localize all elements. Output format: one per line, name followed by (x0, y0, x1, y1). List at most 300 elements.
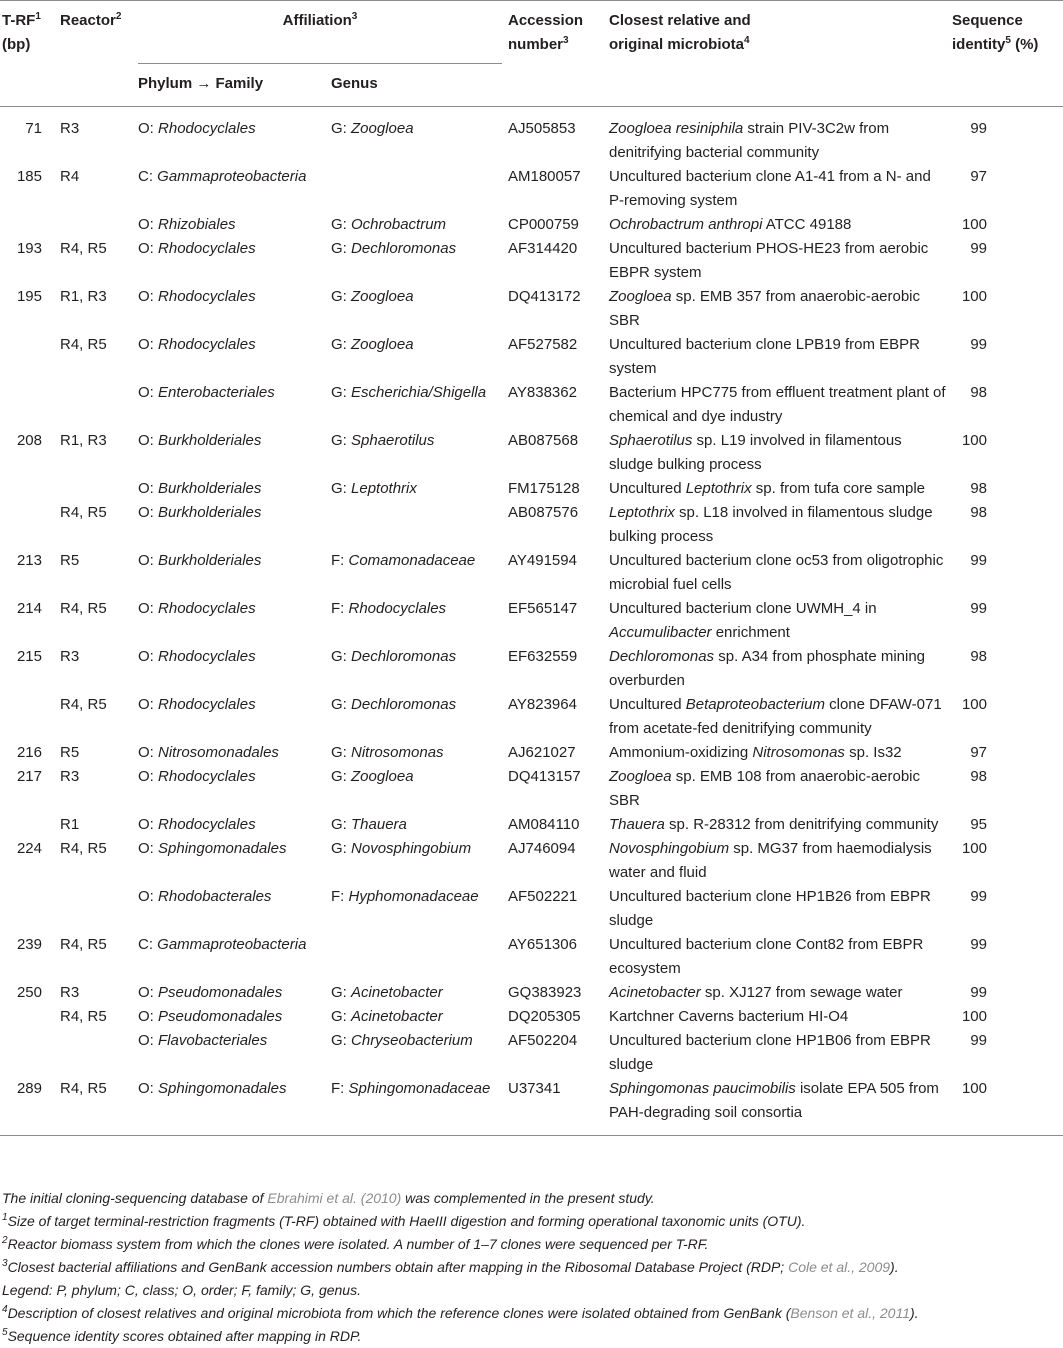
footnote-legend: Legend: P, phylum; C, class; O, order; F, family; G, genus. (2, 1282, 361, 1298)
cell-reactor (60, 381, 138, 429)
relative-text: Sphaerotilus (609, 432, 693, 449)
cell-genus (331, 1005, 508, 1029)
rank-prefix: O: (138, 840, 159, 857)
cell-trf (0, 1029, 60, 1077)
cell-closest-relative (609, 645, 952, 693)
header-closest-relative: Closest relative and original microbiota$^4$ (609, 1, 952, 107)
rank-prefix: O: (138, 432, 159, 449)
taxon-name: Acinetobacter (351, 1008, 443, 1025)
table-row (0, 933, 1063, 981)
cell-genus (331, 1077, 508, 1136)
relative-text: sp. Is32 (844, 744, 902, 761)
cell-trf (0, 885, 60, 933)
taxon-name: Rhizobiales (158, 216, 236, 233)
taxon-name: Sphingomonadales (158, 840, 287, 857)
cell-accession: GQ383923 (508, 984, 582, 1001)
cell-accession: AY491594 (508, 552, 577, 569)
cell-closest-relative (609, 213, 952, 237)
table-row (0, 165, 1063, 213)
cell-genus (331, 429, 508, 477)
relative-text: Betaproteobacterium (685, 696, 825, 713)
cell-phylum-family (138, 1077, 331, 1136)
rank-prefix: F: (331, 600, 349, 617)
relative-text: sp. L19 involved in filamentous sludge bulking process (609, 432, 902, 473)
cell-reactor: R1, R3 (60, 432, 107, 449)
cell-closest-relative (609, 381, 952, 429)
cell-reactor: R1 (60, 816, 80, 833)
rank-prefix: O: (138, 480, 159, 497)
table-row (0, 1029, 1063, 1077)
cell-closest-relative (609, 285, 952, 333)
taxon-name: Comamonadaceae (348, 552, 476, 569)
cell-phylum-family (138, 933, 331, 981)
cell-accession: AM084110 (508, 816, 580, 833)
cell-phylum-family (138, 237, 331, 285)
relative-text: Uncultured (609, 480, 686, 497)
rank-prefix: F: (331, 552, 349, 569)
cell-reactor: R4 (60, 168, 80, 185)
cell-reactor: R4, R5 (60, 936, 107, 953)
cell-phylum-family (138, 813, 331, 837)
cell-closest-relative (609, 549, 952, 597)
rank-prefix: G: (331, 984, 352, 1001)
relative-text: enrichment (711, 624, 790, 641)
cell-sequence-identity: 98 (970, 504, 987, 521)
citation-link[interactable]: Cole et al., 2009 (788, 1259, 891, 1275)
cell-sequence-identity: 100 (961, 216, 987, 233)
cell-trf: 193 (16, 240, 42, 257)
rank-prefix: G: (331, 336, 352, 353)
cell-phylum-family (138, 381, 331, 429)
cell-closest-relative (609, 429, 952, 477)
taxon-name: Rhodobacterales (158, 888, 272, 905)
taxon-name: Pseudomonadales (158, 1008, 283, 1025)
citation-link[interactable]: Benson et al., 2011 (790, 1305, 910, 1321)
cell-accession: AM180057 (508, 168, 581, 185)
rank-prefix: O: (138, 552, 159, 569)
cell-reactor (60, 885, 138, 933)
taxon-name: Zoogloea (351, 288, 414, 305)
cell-trf (0, 693, 60, 741)
rank-prefix: O: (138, 120, 159, 137)
taxon-name: Rhodocyclales (158, 336, 256, 353)
header-genus: Genus (331, 64, 508, 107)
relative-text: Leptothrix (609, 504, 675, 521)
cell-genus (331, 381, 508, 429)
rank-prefix: G: (331, 696, 352, 713)
table-header (0, 1, 1063, 107)
relative-text: Accumulibacter (609, 624, 712, 641)
taxon-name: Gammaproteobacteria (157, 936, 307, 953)
cell-closest-relative (609, 837, 952, 885)
taxon-name: Rhodocyclales (158, 600, 256, 617)
rank-prefix: G: (331, 840, 352, 857)
cell-closest-relative (609, 741, 952, 765)
cell-reactor (60, 1029, 138, 1077)
taxon-name: Rhodocyclales (158, 696, 256, 713)
rank-prefix: O: (138, 600, 159, 617)
cell-phylum-family (138, 501, 331, 549)
table-row (0, 477, 1063, 501)
relative-text: Kartchner Caverns bacterium HI-O4 (609, 1008, 849, 1025)
cell-accession: AB087576 (508, 504, 579, 521)
rank-prefix: G: (331, 240, 352, 257)
taxon-name: Enterobacteriales (158, 384, 275, 401)
cell-reactor: R5 (60, 552, 80, 569)
cell-accession: AJ746094 (508, 840, 576, 857)
relative-text: sp. A34 from phosphate mining overburden (609, 648, 926, 689)
relative-text: sp. R-28312 from denitrifying community (664, 816, 939, 833)
table-row (0, 333, 1063, 381)
rank-prefix: O: (138, 288, 159, 305)
taxon-name: Dechloromonas (351, 696, 457, 713)
header-trf: $T-RF^1$ (bp) (0, 1, 60, 107)
taxon-name: Nitrosomonadales (158, 744, 279, 761)
relative-text: Acinetobacter (609, 984, 701, 1001)
cell-closest-relative (609, 1077, 952, 1136)
rank-prefix: O: (138, 816, 159, 833)
cell-sequence-identity: 100 (961, 288, 987, 305)
cell-closest-relative (609, 813, 952, 837)
relative-text: Bacterium HPC775 from effluent treatment plant of chemical and dye industry (609, 384, 946, 425)
rank-prefix: O: (138, 696, 159, 713)
rank-prefix: G: (331, 216, 352, 233)
cell-trf: 195 (16, 288, 42, 305)
rank-prefix: G: (331, 1032, 352, 1049)
header-affiliation: Affiliation$^3$ (138, 1, 508, 65)
table-body (0, 107, 1063, 1136)
cell-phylum-family (138, 645, 331, 693)
cell-accession: AF527582 (508, 336, 578, 353)
footnote-intro: The initial cloning-sequencing database of Ebrahimi et al. (2010) was complemented in the present study. (2, 1190, 655, 1206)
cell-trf: 71 (25, 120, 42, 137)
cell-closest-relative (609, 165, 952, 213)
table-row (0, 741, 1063, 765)
rank-prefix: O: (138, 504, 159, 521)
taxon-name: Rhodocyclales (158, 120, 256, 137)
taxon-name: Dechloromonas (351, 648, 457, 665)
header-reactor: Reactor$^2$ (60, 1, 138, 107)
taxon-name: Sphaerotilus (351, 432, 435, 449)
cell-trf: 217 (16, 768, 42, 785)
cell-phylum-family (138, 1029, 331, 1077)
relative-text: Uncultured bacterium clone Cont82 from EBPR ecosystem (609, 936, 924, 977)
cell-accession: DQ413157 (508, 768, 581, 785)
cell-genus (331, 333, 508, 381)
cell-phylum-family (138, 597, 331, 645)
cell-genus (331, 501, 508, 549)
cell-accession: AF314420 (508, 240, 578, 257)
taxon-name: Rhodocyclales (158, 768, 256, 785)
taxon-name: Zoogloea (351, 336, 414, 353)
rank-prefix: G: (331, 384, 352, 401)
cell-sequence-identity: 100 (961, 432, 987, 449)
relative-text: Sphingomonas paucimobilis (609, 1080, 796, 1097)
cell-closest-relative (609, 765, 952, 813)
taxon-name: Sphingomonadales (158, 1080, 287, 1097)
taxon-name: Sphingomonadaceae (348, 1080, 491, 1097)
cell-sequence-identity: 99 (970, 240, 987, 257)
rank-prefix: O: (138, 240, 159, 257)
taxon-name: Leptothrix (351, 480, 417, 497)
rank-prefix: G: (331, 744, 352, 761)
relative-text: sp. EMB 108 from anaerobic-aerobic SBR (609, 768, 921, 809)
cell-phylum-family (138, 885, 331, 933)
table-row (0, 1005, 1063, 1029)
rank-prefix: O: (138, 1008, 159, 1025)
relative-text: ATCC 49188 (762, 216, 852, 233)
cell-genus (331, 597, 508, 645)
cell-genus (331, 741, 508, 765)
footnote-5: $^5$Sequence identity scores obtained after mapping in RDP. (2, 1327, 362, 1344)
rank-prefix: G: (331, 768, 352, 785)
cell-closest-relative (609, 981, 952, 1005)
cell-genus (331, 813, 508, 837)
cell-sequence-identity: 100 (952, 1077, 1063, 1136)
cell-trf (0, 333, 60, 381)
rank-prefix: G: (331, 432, 352, 449)
cell-genus (331, 981, 508, 1005)
cell-phylum-family (138, 837, 331, 885)
cell-accession: AF502204 (508, 1032, 578, 1049)
taxon-name: Rhodocyclales (158, 648, 256, 665)
taxon-name: Rhodocyclales (158, 240, 256, 257)
cell-reactor: R3 (60, 984, 80, 1001)
relative-text: sp. L18 involved in filamentous sludge bulking process (609, 504, 933, 545)
cell-trf: 250 (16, 984, 42, 1001)
cell-accession: AJ621027 (508, 744, 576, 761)
footnote-2: $^2$Reactor biomass system from which the clones were isolated. A number of 1–7 clones were sequenced per T-RF. (2, 1235, 709, 1252)
cell-sequence-identity: 99 (970, 120, 987, 137)
rank-prefix: C: (138, 168, 158, 185)
cell-closest-relative (609, 1005, 952, 1029)
relative-text: Zoogloea (609, 768, 672, 785)
cell-genus (331, 645, 508, 693)
relative-text: sp. from tufa core sample (751, 480, 925, 497)
cell-closest-relative (609, 333, 952, 381)
cell-phylum-family (138, 333, 331, 381)
relative-text: isolate EPA 505 from PAH-degrading soil consortia (609, 1080, 939, 1121)
cell-trf (0, 501, 60, 549)
cell-sequence-identity: 97 (970, 744, 987, 761)
rank-prefix: F: (331, 888, 349, 905)
cell-reactor: R1, R3 (60, 288, 107, 305)
rank-prefix: G: (331, 480, 352, 497)
cell-phylum-family (138, 285, 331, 333)
cell-closest-relative (609, 501, 952, 549)
cell-trf (0, 381, 60, 429)
header-phylum-family: Phylum → Family (138, 64, 331, 107)
table-row (0, 381, 1063, 429)
cell-genus (331, 237, 508, 285)
relative-text: Zoogloea resiniphila (609, 120, 744, 137)
cell-trf: 214 (16, 600, 42, 617)
table-row (0, 837, 1063, 885)
cell-genus (331, 933, 508, 981)
cell-accession: DQ413172 (508, 288, 581, 305)
footnote-4: $^4$Description of closest relatives and original microbiota from which the reference clones were isolated obtained from GenBank (Benson et al., 2011). (2, 1304, 919, 1321)
relative-text: Uncultured bacterium clone A1-41 from a N- and P-removing system (609, 168, 931, 209)
cell-reactor: R4, R5 (60, 336, 107, 353)
relative-text: Uncultured bacterium clone HP1B06 from EBPR sludge (609, 1032, 931, 1073)
relative-text: Leptothrix (685, 480, 752, 497)
cell-sequence-identity: 99 (970, 1032, 987, 1049)
cell-closest-relative (609, 1029, 952, 1077)
relative-text: Uncultured (609, 696, 686, 713)
table-row (0, 813, 1063, 837)
footnote-3: $^3$Closest bacterial affiliations and GenBank accession numbers obtain after mapping in the Ribosomal Database Project (RDP; Cole et al., 2009). (2, 1258, 899, 1275)
cell-sequence-identity: 100 (961, 696, 987, 713)
cell-trf (0, 213, 60, 237)
table-row (0, 213, 1063, 237)
cell-closest-relative (609, 933, 952, 981)
cell-sequence-identity: 98 (970, 648, 987, 665)
cell-sequence-identity: 100 (961, 840, 987, 857)
taxon-name: Burkholderiales (158, 504, 262, 521)
cell-sequence-identity: 99 (970, 984, 987, 1001)
cell-accession: FM175128 (508, 480, 580, 497)
taxon-name: Flavobacteriales (158, 1032, 268, 1049)
cell-sequence-identity: 99 (970, 336, 987, 353)
cell-reactor: R3 (60, 120, 80, 137)
cell-trf: 208 (16, 432, 42, 449)
header-sequence-identity: Sequence identity$^5$ (%) (952, 1, 1063, 107)
cell-closest-relative (609, 885, 952, 933)
cell-phylum-family (138, 741, 331, 765)
cell-closest-relative (609, 107, 952, 166)
taxon-name: Gammaproteobacteria (157, 168, 307, 185)
table-row (0, 107, 1063, 166)
cell-trf (0, 477, 60, 501)
cell-accession: CP000759 (508, 216, 579, 233)
cell-phylum-family (138, 1005, 331, 1029)
cell-reactor: R5 (60, 744, 80, 761)
cell-genus (331, 165, 508, 213)
cell-sequence-identity: 98 (970, 480, 987, 497)
relative-text: Ammonium-oxidizing (609, 744, 753, 761)
cell-closest-relative (609, 693, 952, 741)
cell-genus (331, 107, 508, 166)
relative-text: Zoogloea (609, 288, 672, 305)
rank-prefix: G: (331, 120, 352, 137)
cell-reactor: R4, R5 (60, 696, 107, 713)
rank-prefix: O: (138, 216, 159, 233)
cell-sequence-identity: 99 (970, 936, 987, 953)
rank-prefix: G: (331, 1008, 352, 1025)
relative-text: Uncultured bacterium PHOS-HE23 from aerobic EBPR system (609, 240, 929, 281)
taxon-name: Thauera (351, 816, 407, 833)
cell-genus (331, 885, 508, 933)
table-row (0, 1077, 1063, 1136)
table-row (0, 597, 1063, 645)
taxon-name: Rhodocyclales (348, 600, 447, 617)
table-row (0, 765, 1063, 813)
cell-trf: 289 (0, 1077, 60, 1136)
cell-reactor: R4, R5 (60, 504, 107, 521)
cell-closest-relative (609, 597, 952, 645)
rank-prefix: C: (138, 936, 158, 953)
cell-trf: 216 (16, 744, 42, 761)
rank-prefix: O: (138, 768, 159, 785)
cell-accession: AY651306 (508, 936, 577, 953)
rank-prefix: O: (138, 384, 159, 401)
taxon-name: Novosphingobium (351, 840, 472, 857)
taxon-name: Zoogloea (351, 120, 414, 137)
cell-genus (331, 765, 508, 813)
cell-accession: EF632559 (508, 648, 578, 665)
rank-prefix: O: (138, 336, 159, 353)
relative-text: Nitrosomonas (752, 744, 845, 761)
table-row (0, 885, 1063, 933)
cell-genus (331, 213, 508, 237)
cell-sequence-identity: 98 (970, 768, 987, 785)
cell-sequence-identity: 99 (970, 552, 987, 569)
taxon-name: Nitrosomonas (351, 744, 444, 761)
taxon-name: Pseudomonadales (158, 984, 283, 1001)
cell-trf (0, 1005, 60, 1029)
table-row (0, 237, 1063, 285)
citation-link[interactable]: Ebrahimi et al. (2010) (267, 1190, 402, 1206)
cell-accession: DQ205305 (508, 1008, 581, 1025)
taxon-name: Escherichia/Shigella (351, 384, 487, 401)
taxon-name: Zoogloea (351, 768, 414, 785)
cell-sequence-identity: 97 (970, 168, 987, 185)
taxon-name: Burkholderiales (158, 552, 262, 569)
taxon-name: Chryseobacterium (351, 1032, 473, 1049)
cell-phylum-family (138, 477, 331, 501)
relative-text: Novosphingobium (609, 840, 730, 857)
relative-text: clone DFAW-071 from acetate-fed denitrifying community (609, 696, 942, 737)
relative-text: Uncultured bacterium clone LPB19 from EBPR system (609, 336, 920, 377)
rank-prefix: O: (138, 888, 159, 905)
cell-sequence-identity: 95 (970, 816, 987, 833)
rank-prefix: G: (331, 648, 352, 665)
cell-phylum-family (138, 213, 331, 237)
cell-sequence-identity: 100 (961, 1008, 987, 1025)
relative-text: Dechloromonas (609, 648, 715, 665)
relative-text: Uncultured bacterium clone HP1B26 from EBPR sludge (609, 888, 931, 929)
relative-text: sp. EMB 357 from anaerobic-aerobic SBR (609, 288, 921, 329)
cell-trf: 213 (16, 552, 42, 569)
cell-closest-relative (609, 237, 952, 285)
rank-prefix: O: (138, 648, 159, 665)
cell-sequence-identity: 98 (970, 384, 987, 401)
cell-accession: AF502221 (508, 888, 578, 905)
rank-prefix: O: (138, 1080, 159, 1097)
cell-reactor: R3 (60, 648, 80, 665)
table-row (0, 549, 1063, 597)
cell-trf: 239 (16, 936, 42, 953)
cell-trf: 224 (16, 840, 42, 857)
cell-phylum-family (138, 165, 331, 213)
footnotes (2, 1187, 1060, 1348)
cell-phylum-family (138, 981, 331, 1005)
rank-prefix: G: (331, 816, 352, 833)
cell-genus (331, 477, 508, 501)
cell-phylum-family (138, 693, 331, 741)
table-row (0, 429, 1063, 477)
cell-reactor (60, 213, 138, 237)
cell-reactor: R4, R5 (60, 1077, 138, 1136)
table-row (0, 501, 1063, 549)
cell-accession: AB087568 (508, 432, 579, 449)
cell-phylum-family (138, 107, 331, 166)
taxon-name: Hyphomonadaceae (348, 888, 479, 905)
rank-prefix: F: (331, 1080, 349, 1097)
rank-prefix: G: (331, 288, 352, 305)
cell-accession: U37341 (508, 1077, 609, 1136)
taxon-name: Rhodocyclales (158, 816, 256, 833)
